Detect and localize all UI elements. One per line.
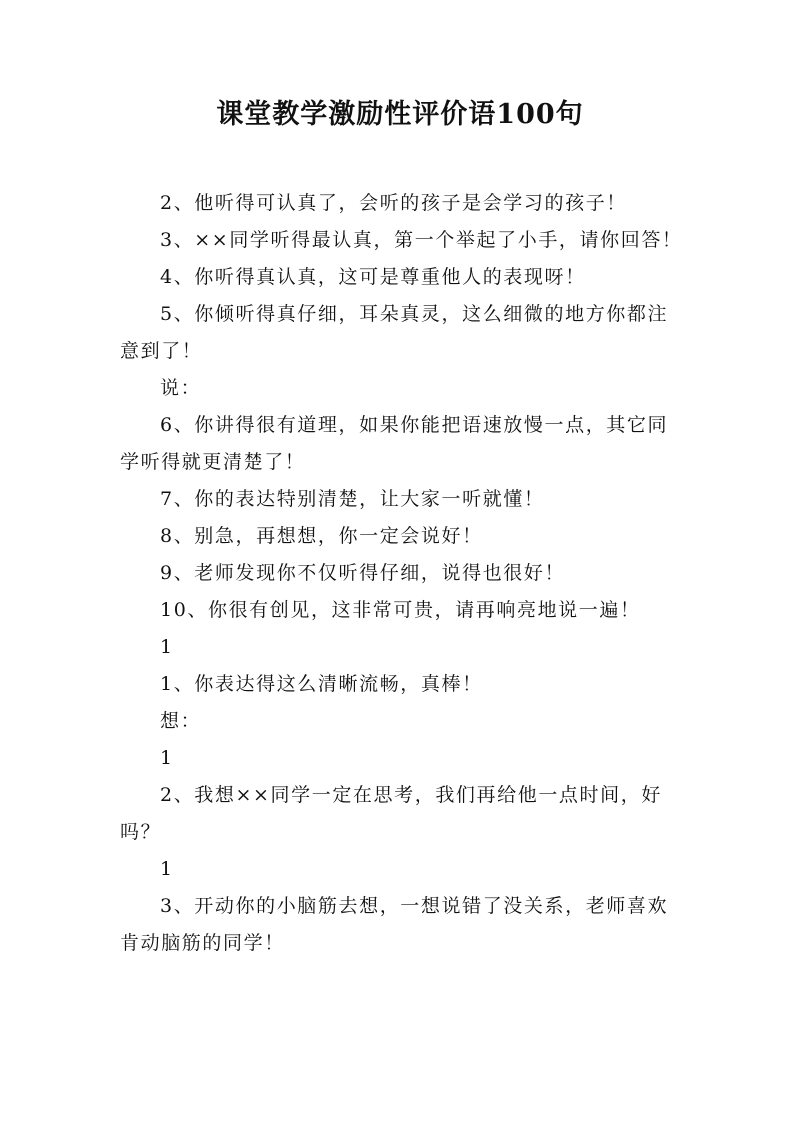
document-body xyxy=(120,185,685,962)
stray-number: 1 xyxy=(160,858,174,880)
stray-number: 1 xyxy=(160,636,174,658)
paragraph: 2、他听得可认真了，会听的孩子是会学习的孩子！ xyxy=(160,192,627,214)
paragraph: 2、我想××同学一定在思考，我们再给他一点时间，好吗？ xyxy=(120,784,662,843)
stray-number: 1 xyxy=(160,747,174,769)
paragraph: 3、××同学听得最认真，第一个举起了小手，请你回答！ xyxy=(160,229,683,251)
section-heading: 想： xyxy=(160,710,202,732)
paragraph: 3、开动你的小脑筋去想，一想说错了没关系，老师喜欢肯动脑筋的同学！ xyxy=(120,895,669,954)
paragraph: 9、老师发现你不仅听得仔细，说得也很好！ xyxy=(160,562,566,584)
paragraph: 5、你倾听得真仔细，耳朵真灵，这么细微的地方你都注意到了！ xyxy=(120,303,669,362)
paragraph: 4、你听得真认真，这可是尊重他人的表现呀！ xyxy=(160,266,586,288)
paragraph: 7、你的表达特别清楚，让大家一听就懂！ xyxy=(160,488,545,510)
section-heading: 说： xyxy=(160,377,202,399)
paragraph: 6、你讲得很有道理，如果你能把语速放慢一点，其它同学听得就更清楚了！ xyxy=(120,414,669,473)
paragraph: 8、别急，再想想，你一定会说好！ xyxy=(160,525,483,547)
document-title: 课堂教学激励性评价语100句 xyxy=(216,99,584,130)
paragraph: 1、你表达得这么清晰流畅，真棒！ xyxy=(160,673,483,695)
paragraph: 10、你很有创见，这非常可贵，请再响亮地说一遍！ xyxy=(160,599,641,621)
